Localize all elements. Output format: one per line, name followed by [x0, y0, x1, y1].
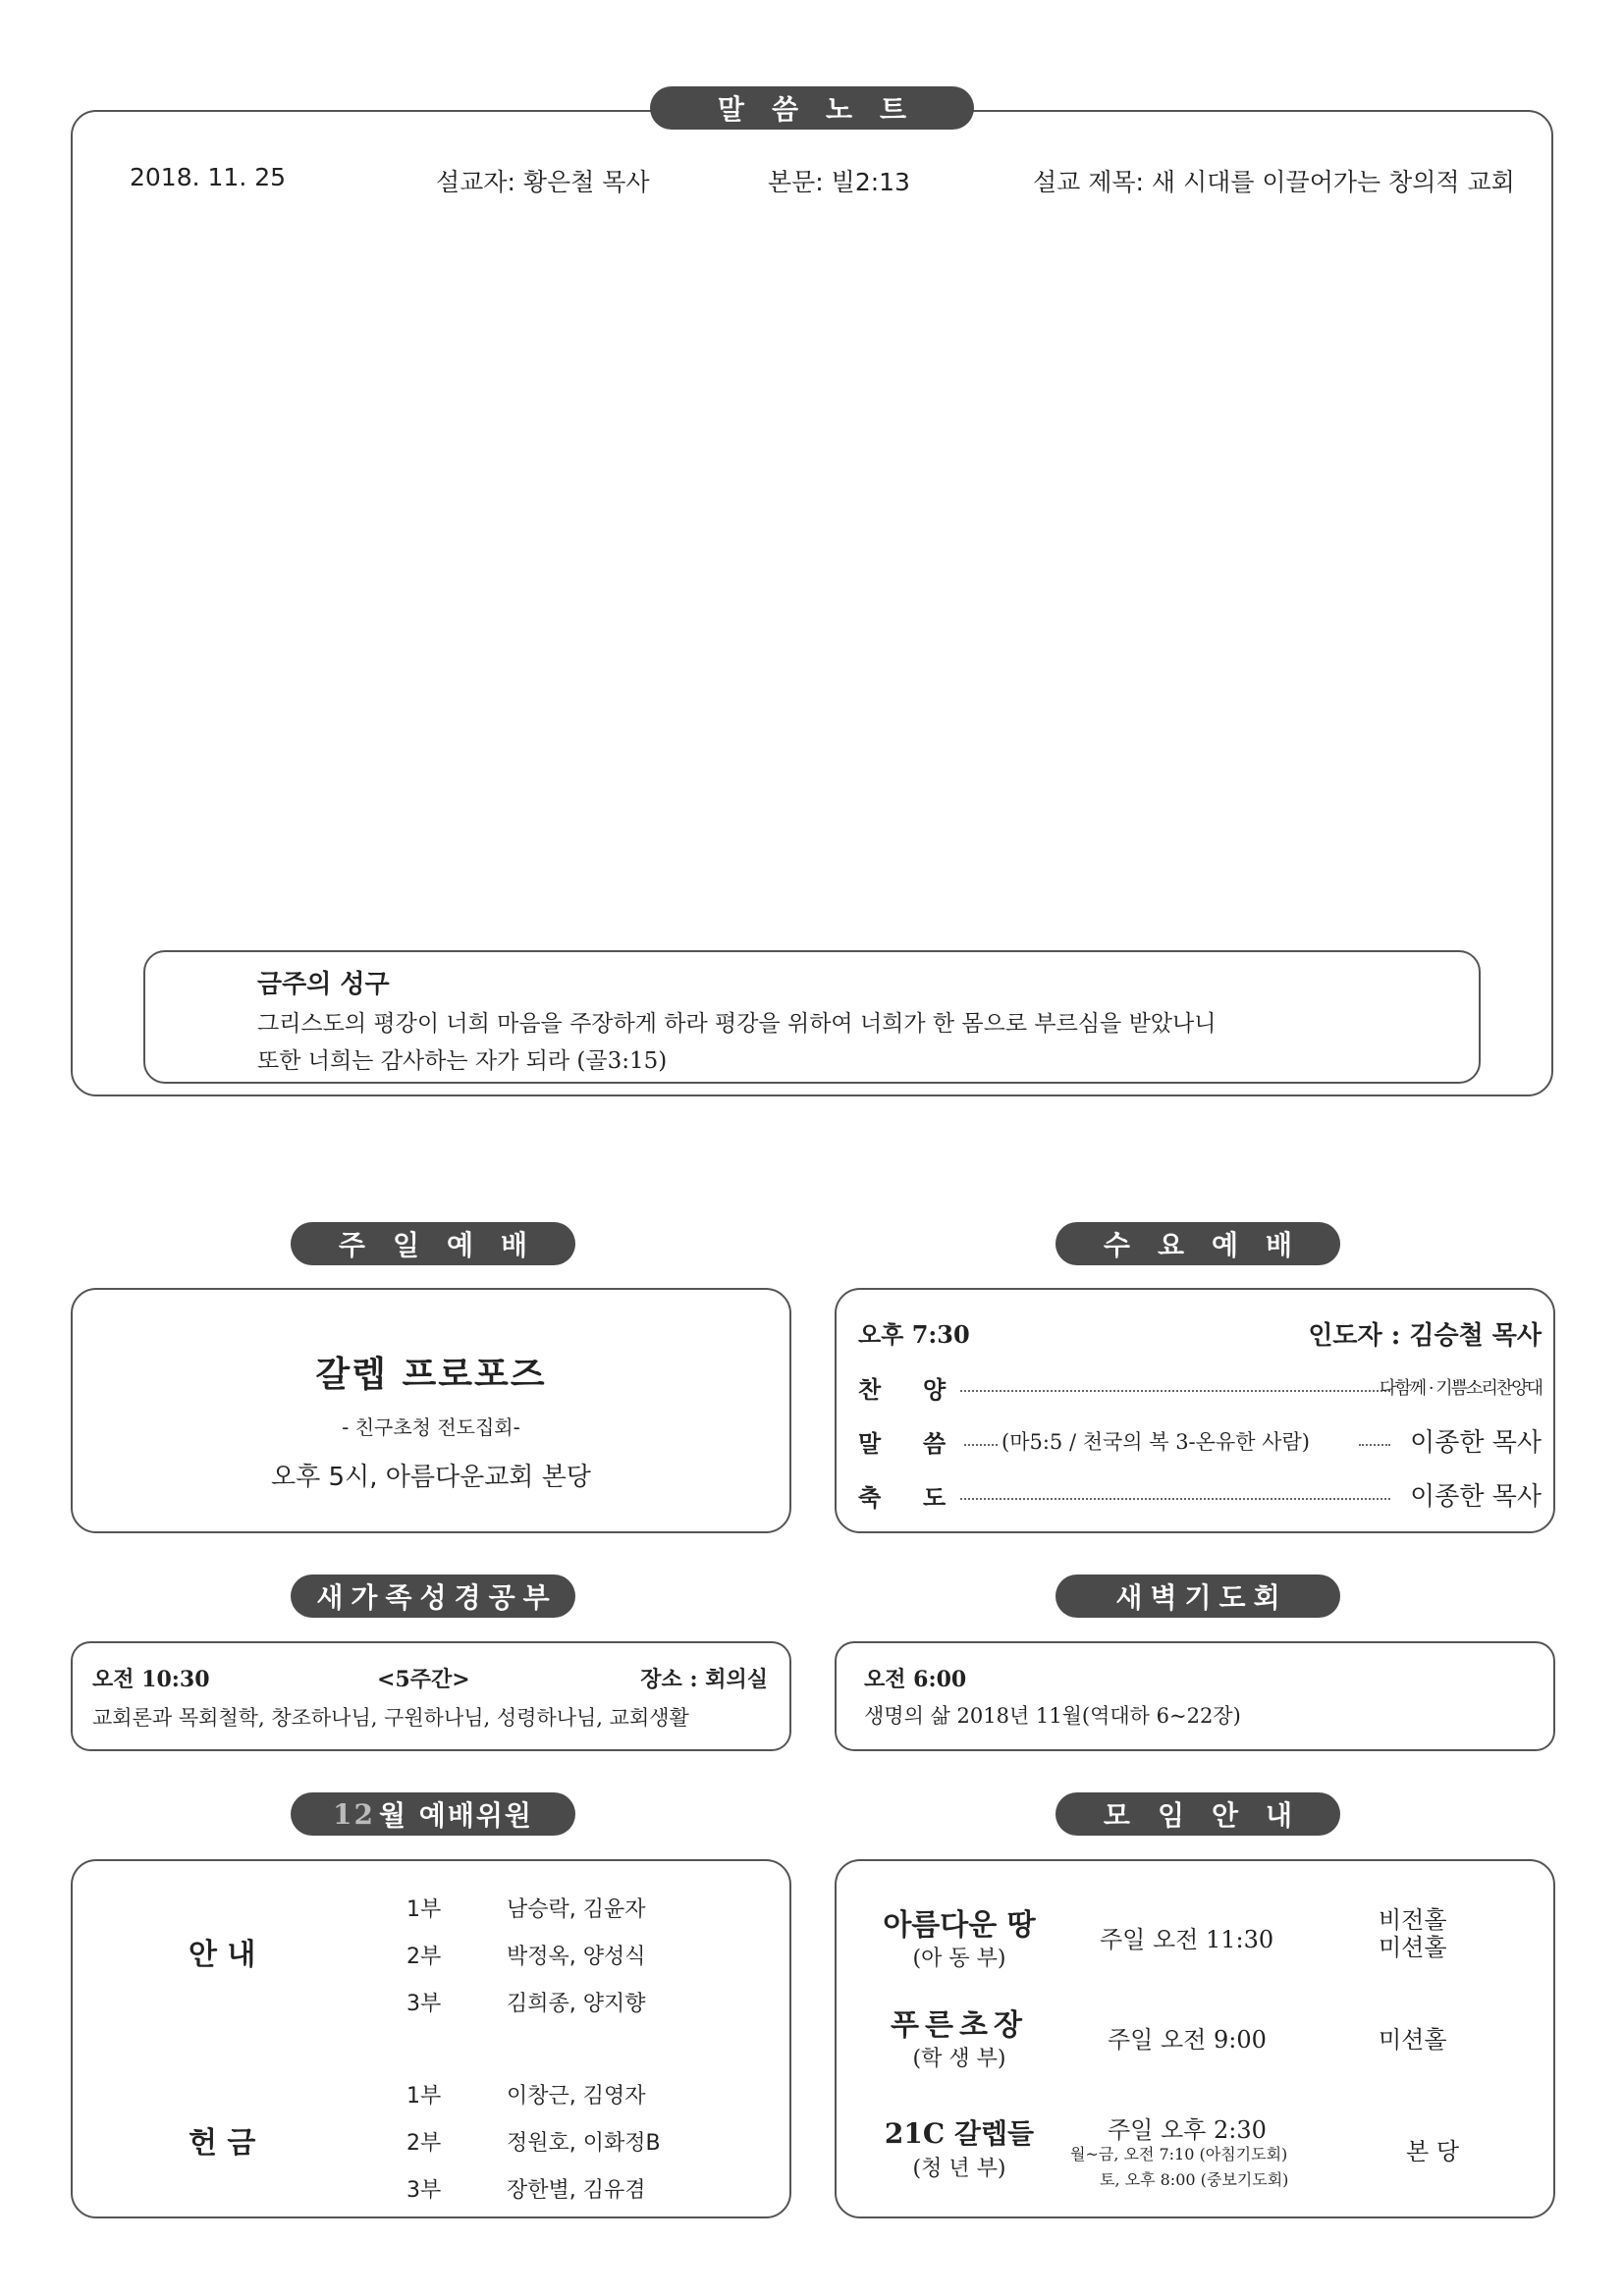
leader-dots [1359, 1444, 1390, 1446]
part-label: 2부 [406, 1945, 442, 1969]
sermon-notes-area[interactable] [112, 220, 1512, 1044]
sermon-preacher: 설교자: 황은철 목사 [436, 168, 650, 196]
row-value-3: 이종한 목사 [1410, 1482, 1542, 1512]
member-names: 정원호, 이화정B [507, 2131, 661, 2156]
wednesday-leader: 인도자 : 김승철 목사 [1308, 1321, 1542, 1351]
member-names: 이창근, 김영자 [507, 2084, 646, 2109]
meeting-time: 주일 오전 11:30 [1100, 1926, 1274, 1953]
leader-dots [964, 1444, 998, 1446]
member-names: 남승락, 김윤자 [507, 1897, 646, 1922]
event-subtitle: - 친구초청 전도집회- [342, 1415, 520, 1439]
dawn-prayer-title: 새벽기도회 [1056, 1575, 1340, 1618]
meeting-place: 미션홀 [1379, 1934, 1447, 1961]
family-study-topics: 교회론과 목회철학, 창조하나님, 구원하나님, 성령하나님, 교회생활 [92, 1706, 689, 1730]
member-names: 장한별, 김유겸 [507, 2178, 646, 2203]
wednesday-time: 오후 7:30 [858, 1320, 970, 1349]
meeting-time: 주일 오전 9:00 [1108, 2026, 1267, 2054]
row-label-2a: 말 [858, 1429, 882, 1458]
member-names: 김희종, 양지향 [507, 1992, 646, 2016]
sermon-note-title: 말씀노트 [650, 86, 974, 130]
committee-title: 12 월 예배위원 [291, 1792, 575, 1836]
family-study-duration: <5주간> [377, 1667, 470, 1692]
part-label: 3부 [406, 1992, 442, 2016]
sermon-date: 2018. 11. 25 [130, 163, 287, 191]
meeting-dept: (청 년 부) [912, 2157, 1006, 2181]
weekly-verse-line1: 그리스도의 평강이 너희 마음을 주장하게 하라 평강을 위하여 너희가 한 몸으로 부르심을 받았나니 [257, 1011, 1217, 1037]
weekly-verse-line2: 또한 너희는 감사하는 자가 되라 (골3:15) [257, 1048, 668, 1074]
meeting-time-sub: 월~금, 오전 7:10 (아침기도회) [1070, 2145, 1288, 2163]
row-value-1: 다함께 · 기쁨소리찬양대 [1379, 1378, 1542, 1399]
sunday-worship-title: 주일예배 [291, 1222, 575, 1265]
meeting-name: 아름다운 땅 [883, 1908, 1036, 1943]
dawn-prayer-box [835, 1641, 1555, 1751]
committee-box [71, 1859, 791, 2218]
meeting-name: 21C 갈렙들 [884, 2117, 1035, 2150]
dawn-prayer-time: 오전 6:00 [864, 1667, 967, 1692]
row-label-2b: 씀 [923, 1429, 947, 1458]
meetings-title: 모임안내 [1056, 1792, 1340, 1836]
part-label: 2부 [406, 2131, 442, 2156]
leader-dots [960, 1498, 1390, 1500]
row-value-2: 이종한 목사 [1410, 1428, 1542, 1458]
family-study-place: 장소 : 회의실 [640, 1667, 768, 1692]
meeting-place: 비전홀 [1379, 1906, 1447, 1934]
row-label-1a: 찬 [858, 1375, 882, 1404]
row-label-1b: 양 [923, 1375, 947, 1404]
meeting-place: 미션홀 [1379, 2026, 1447, 2054]
part-label: 1부 [406, 2084, 442, 2109]
dawn-prayer-text: 생명의 삶 2018년 11월(역대하 6~22장) [864, 1704, 1241, 1728]
member-names: 박정옥, 양성식 [507, 1945, 646, 1969]
meetings-box [835, 1859, 1555, 2218]
committee-group-offering: 헌 금 [189, 2126, 256, 2161]
family-study-title: 새가족성경공부 [291, 1575, 575, 1618]
row-label-3b: 도 [923, 1483, 947, 1512]
event-detail: 오후 5시, 아름다운교회 본당 [271, 1463, 591, 1492]
weekly-verse-box [143, 950, 1481, 1084]
sermon-note-box [71, 110, 1553, 1096]
family-study-box [71, 1641, 791, 1751]
part-label: 1부 [406, 1897, 442, 1922]
event-title: 갈렙 프로포즈 [315, 1354, 547, 1395]
weekly-verse-heading: 금주의 성구 [257, 970, 390, 999]
part-label: 3부 [406, 2178, 442, 2203]
committee-group-usher: 안 내 [189, 1938, 256, 1972]
wednesday-worship-box [835, 1288, 1555, 1533]
family-study-time: 오전 10:30 [92, 1667, 210, 1692]
meeting-time: 주일 오후 2:30 [1108, 2116, 1267, 2144]
row-middle-2: (마5:5 / 천국의 복 3-온유한 사람) [1001, 1430, 1310, 1454]
row-label-3a: 축 [858, 1483, 882, 1512]
wednesday-worship-title: 수요예배 [1056, 1222, 1340, 1265]
meeting-dept: (아 동 부) [912, 1947, 1006, 1971]
meeting-name: 푸른초장 [891, 2008, 1028, 2043]
meeting-time-sub: 토, 오후 8:00 (중보기도회) [1100, 2170, 1289, 2189]
sunday-worship-box [71, 1288, 791, 1533]
sermon-title: 설교 제목: 새 시대를 이끌어가는 창의적 교회 [1033, 168, 1515, 196]
leader-dots [960, 1390, 1390, 1392]
meeting-dept: (학 생 부) [912, 2047, 1006, 2071]
sermon-text: 본문: 빌2:13 [768, 168, 910, 196]
meeting-place: 본 당 [1406, 2138, 1459, 2165]
